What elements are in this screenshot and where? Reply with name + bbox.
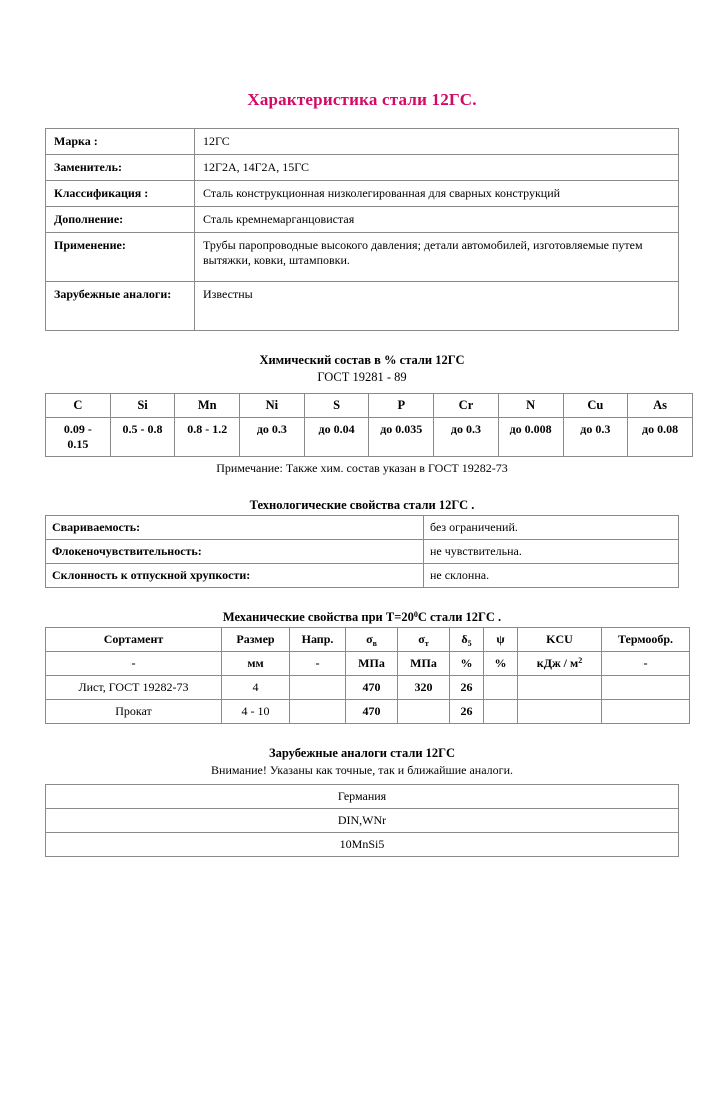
chemical-standard: ГОСТ 19281 - 89 — [317, 370, 407, 384]
info-value: Трубы паропроводные высокого давления; детали автомобилей, изготовляемые путем вытяжки, ковки, штамповки. — [195, 233, 679, 282]
mech-header-symbol: δ — [461, 632, 468, 646]
mech-cell — [518, 676, 602, 700]
mech-cell: 470 — [346, 676, 398, 700]
document-page — [0, 90, 724, 1114]
chem-value: до 0.3 — [240, 418, 305, 457]
chem-header: S — [304, 394, 369, 418]
chem-header: C — [46, 394, 111, 418]
mech-cell: 470 — [346, 700, 398, 724]
mech-header — [398, 628, 450, 652]
chem-value: 0.5 - 0.8 — [110, 418, 175, 457]
table-row — [46, 516, 679, 540]
table-row — [46, 628, 690, 652]
table-row — [46, 394, 693, 418]
mech-cell — [290, 700, 346, 724]
mech-header: Термообр. — [602, 628, 690, 652]
table-row — [46, 700, 690, 724]
table-row — [46, 564, 679, 588]
tech-value: без ограничений. — [424, 516, 679, 540]
info-value: Сталь конструкционная низколегированная для сварных конструкций — [195, 181, 679, 207]
mech-cell — [602, 700, 690, 724]
mech-header: KCU — [518, 628, 602, 652]
tech-name: Склонность к отпускной хрупкости: — [46, 564, 424, 588]
mech-cell — [484, 700, 518, 724]
chem-value: 0.8 - 1.2 — [175, 418, 240, 457]
table-row — [46, 207, 679, 233]
mech-cell: 320 — [398, 676, 450, 700]
mech-header: ψ — [484, 628, 518, 652]
analogs-table — [45, 784, 679, 857]
mech-unit: - — [290, 652, 346, 676]
mech-unit — [518, 652, 602, 676]
tech-value: не склонна. — [424, 564, 679, 588]
chem-header: Cu — [563, 394, 628, 418]
mech-header: Сортамент — [46, 628, 222, 652]
table-row — [46, 418, 693, 457]
mech-header-sub: 5 — [467, 639, 472, 648]
chem-header: Si — [110, 394, 175, 418]
table-row — [46, 233, 679, 282]
chem-value: до 0.08 — [628, 418, 693, 457]
chem-header: P — [369, 394, 434, 418]
info-key: Применение: — [46, 233, 195, 282]
table-row — [46, 833, 679, 857]
table-row — [46, 809, 679, 833]
analog-cell: 10MnSi5 — [46, 833, 679, 857]
mechanical-title-degree: 0 — [413, 610, 418, 619]
info-value: 12Г2А, 14Г2А, 15ГС — [195, 155, 679, 181]
mech-cell: 4 — [222, 676, 290, 700]
mech-header-symbol: σ — [366, 632, 373, 646]
chem-value: 0.09 - 0.15 — [46, 418, 111, 457]
mechanical-title-end: С стали 12ГС . — [417, 610, 502, 624]
chem-value: до 0.3 — [434, 418, 499, 457]
mechanical-title-main: Механические свойства при Т=20 — [222, 610, 414, 624]
analog-cell: Германия — [46, 785, 679, 809]
analogs-warning: Внимание! Указаны как точные, так и ближайшие аналоги. — [211, 763, 513, 777]
info-key: Зарубежные аналоги: — [46, 282, 195, 331]
chem-value: до 0.008 — [498, 418, 563, 457]
chemical-note: Примечание: Также хим. состав указан в ГОСТ 19282-73 — [216, 461, 508, 475]
mech-cell — [290, 676, 346, 700]
info-value: 12ГС — [195, 129, 679, 155]
mech-cell: 4 - 10 — [222, 700, 290, 724]
mech-cell: 26 — [450, 700, 484, 724]
info-value: Сталь кремнемарганцовистая — [195, 207, 679, 233]
chem-value: до 0.3 — [563, 418, 628, 457]
chem-header: Ni — [240, 394, 305, 418]
mech-unit: МПа — [398, 652, 450, 676]
tech-value: не чувствительна. — [424, 540, 679, 564]
chem-value: до 0.04 — [304, 418, 369, 457]
table-row — [46, 282, 679, 331]
table-row — [46, 155, 679, 181]
mech-unit: МПа — [346, 652, 398, 676]
chemical-composition-table — [45, 393, 693, 457]
info-key: Дополнение: — [46, 207, 195, 233]
info-key: Марка : — [46, 129, 195, 155]
mech-cell — [484, 676, 518, 700]
chemical-title: Химический состав в % стали 12ГС — [259, 353, 465, 367]
mech-header-symbol: σ — [418, 632, 425, 646]
mech-unit: - — [602, 652, 690, 676]
chem-header: As — [628, 394, 693, 418]
chem-header: Mn — [175, 394, 240, 418]
table-row — [46, 785, 679, 809]
tech-name: Свариваемость: — [46, 516, 424, 540]
mech-header — [346, 628, 398, 652]
mech-cell — [398, 700, 450, 724]
mech-unit: - — [46, 652, 222, 676]
mech-header-sub: т — [424, 639, 429, 648]
info-table — [45, 128, 679, 331]
mech-unit-sup: 2 — [578, 656, 583, 665]
chem-value: до 0.035 — [369, 418, 434, 457]
mechanical-properties-table — [45, 627, 690, 724]
mech-header — [450, 628, 484, 652]
info-key: Классификация : — [46, 181, 195, 207]
chem-header: N — [498, 394, 563, 418]
mech-unit: % — [450, 652, 484, 676]
table-row — [46, 540, 679, 564]
info-key: Заменитель: — [46, 155, 195, 181]
mech-header: Напр. — [290, 628, 346, 652]
mech-unit: мм — [222, 652, 290, 676]
mech-header: Размер — [222, 628, 290, 652]
mech-header-sub: в — [372, 639, 377, 648]
mech-cell — [602, 676, 690, 700]
mech-unit-text: кДж / м — [536, 656, 579, 670]
chem-header: Cr — [434, 394, 499, 418]
analog-cell: DIN,WNr — [46, 809, 679, 833]
technological-properties-table — [45, 515, 679, 588]
mech-unit: % — [484, 652, 518, 676]
tech-name: Флокеночувствительность: — [46, 540, 424, 564]
table-row — [46, 652, 690, 676]
analogs-title: Зарубежные аналоги стали 12ГС — [269, 746, 455, 760]
table-row — [46, 129, 679, 155]
mech-cell — [518, 700, 602, 724]
mech-cell: Лист, ГОСТ 19282-73 — [46, 676, 222, 700]
table-row — [46, 676, 690, 700]
table-row — [46, 181, 679, 207]
page-title: Характеристика стали 12ГС. — [247, 90, 477, 109]
mechanical-title — [45, 610, 679, 625]
technological-title: Технологические свойства стали 12ГС . — [249, 498, 475, 512]
mech-cell: Прокат — [46, 700, 222, 724]
mech-cell: 26 — [450, 676, 484, 700]
info-value: Известны — [195, 282, 679, 331]
